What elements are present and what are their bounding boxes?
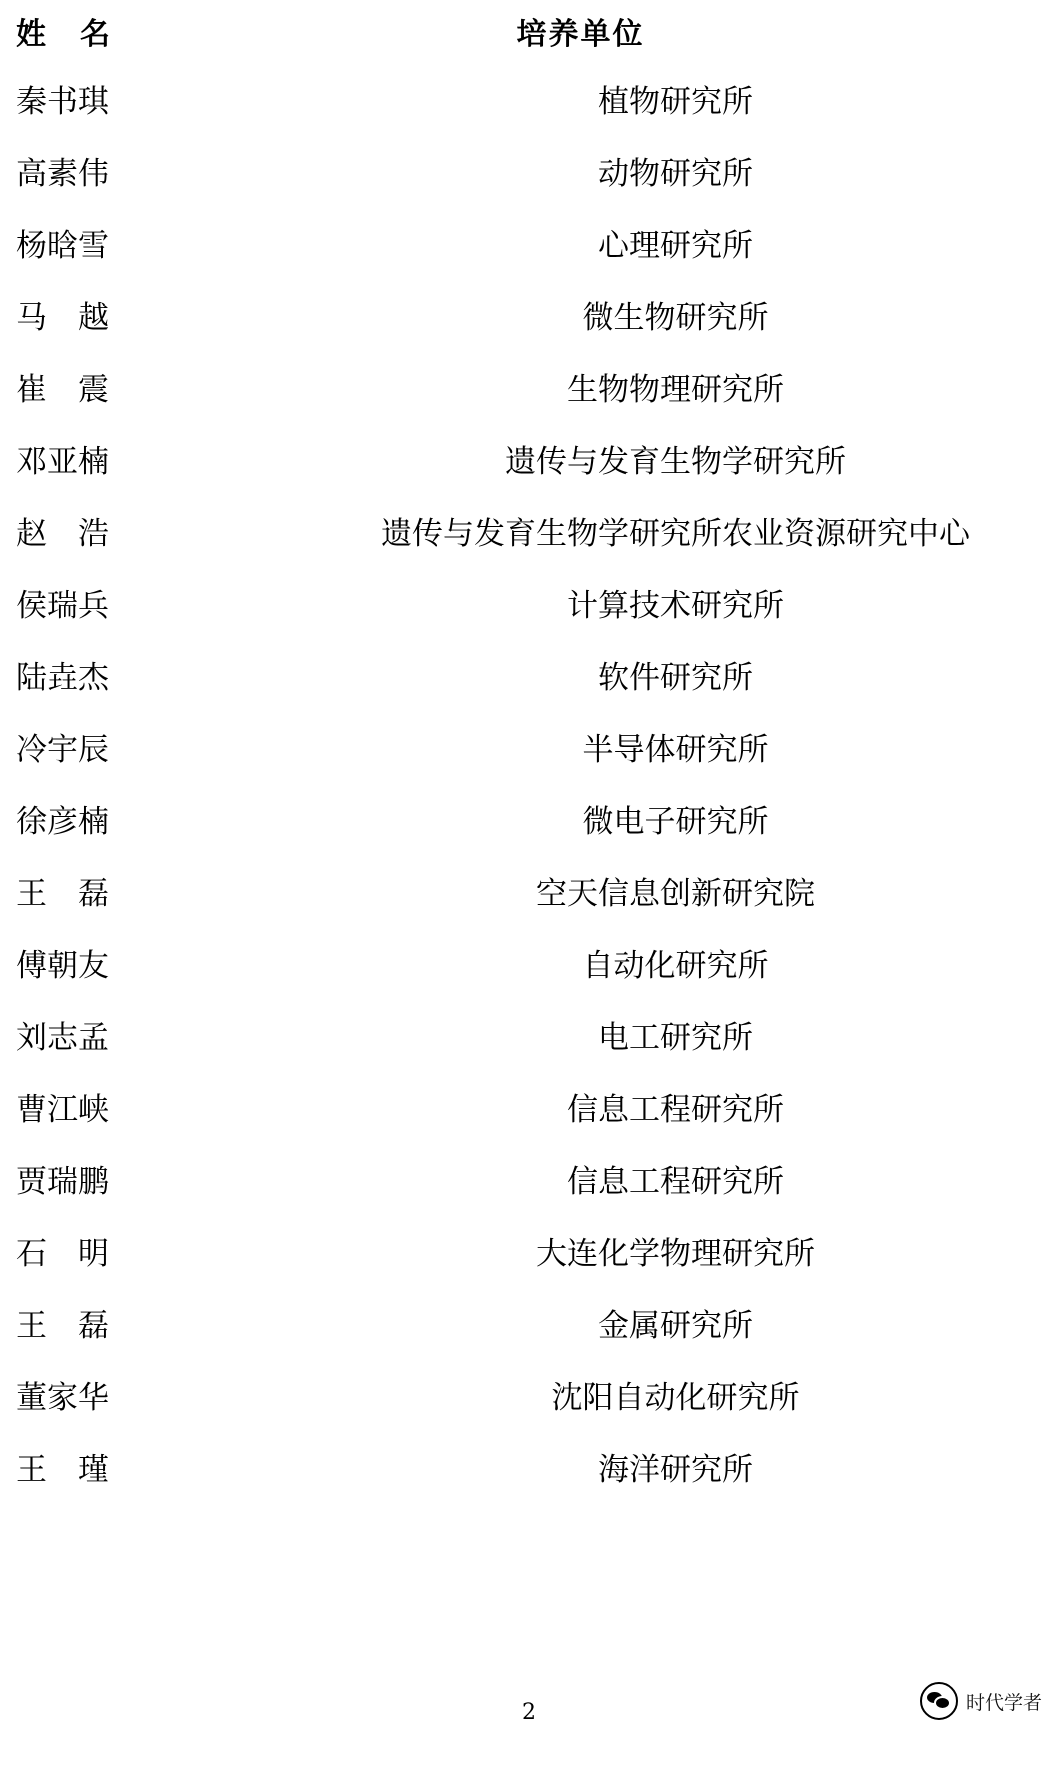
cell-name: 董家华 — [16, 1379, 109, 1416]
cell-name: 杨晗雪 — [16, 227, 109, 264]
cell-unit — [363, 278, 1048, 350]
cell-unit — [363, 998, 1048, 1070]
cell-unit-text: 大连化学物理研究所 — [535, 1235, 815, 1272]
table-row — [10, 1214, 1048, 1286]
cell-name: 石 明 — [16, 1235, 109, 1272]
table-header — [10, 0, 1048, 62]
cell-name: 冷宇辰 — [16, 731, 109, 768]
cell-unit-text: 微电子研究所 — [582, 803, 769, 840]
cell-unit-text: 微生物研究所 — [582, 299, 769, 336]
cell-name: 徐彦楠 — [16, 803, 109, 840]
table-row — [10, 350, 1048, 422]
table-row — [10, 926, 1048, 998]
cell-unit — [363, 62, 1048, 134]
cell-unit-text: 电工研究所 — [597, 1019, 753, 1056]
cell-name: 高素伟 — [16, 155, 109, 192]
cell-unit — [363, 1358, 1048, 1430]
cell-unit-text: 信息工程研究所 — [566, 1091, 784, 1128]
cell-unit — [363, 494, 1048, 566]
cell-name: 邓亚楠 — [16, 443, 109, 480]
table-row — [10, 1070, 1048, 1142]
cell-name: 贾瑞鹏 — [16, 1163, 109, 1200]
cell-name: 秦书琪 — [16, 83, 109, 120]
table-row — [10, 710, 1048, 782]
cell-name: 陆垚杰 — [16, 659, 109, 696]
cell-unit-text: 计算技术研究所 — [566, 587, 784, 624]
table-row — [10, 422, 1048, 494]
cell-unit — [363, 1430, 1048, 1502]
cell-name: 曹江峡 — [16, 1091, 109, 1128]
cell-name: 刘志孟 — [16, 1019, 109, 1056]
table-row — [10, 1358, 1048, 1430]
cell-unit-text: 遗传与发育生物学研究所农业资源研究中心 — [380, 515, 970, 552]
table-row — [10, 494, 1048, 566]
column-header-unit: 培养单位 — [516, 17, 645, 52]
table-row — [10, 206, 1048, 278]
cell-unit-text: 金属研究所 — [597, 1307, 753, 1344]
cell-unit-text: 植物研究所 — [597, 83, 753, 120]
table-row — [10, 1142, 1048, 1214]
table-row — [10, 278, 1048, 350]
table-row — [10, 638, 1048, 710]
wechat-icon — [920, 1682, 958, 1720]
cell-unit-text: 海洋研究所 — [597, 1451, 753, 1488]
cell-unit-text: 遗传与发育生物学研究所 — [504, 443, 846, 480]
table-body — [10, 62, 1048, 1502]
table-row — [10, 854, 1048, 926]
cell-unit — [363, 638, 1048, 710]
table-row — [10, 782, 1048, 854]
cell-unit-text: 心理研究所 — [597, 227, 753, 264]
cell-name: 崔 震 — [16, 371, 109, 408]
column-header-name: 姓 名 — [16, 17, 112, 52]
cell-unit — [363, 206, 1048, 278]
cell-unit — [363, 926, 1048, 998]
cell-unit-text: 沈阳自动化研究所 — [551, 1379, 800, 1416]
cell-name: 王 磊 — [16, 1307, 109, 1344]
cell-unit-text: 半导体研究所 — [582, 731, 769, 768]
cell-unit-text: 动物研究所 — [597, 155, 753, 192]
cell-name: 王 瑾 — [16, 1451, 109, 1488]
cell-unit-text: 信息工程研究所 — [566, 1163, 784, 1200]
cell-unit — [363, 782, 1048, 854]
cell-unit — [363, 854, 1048, 926]
cell-name: 傅朝友 — [16, 947, 109, 984]
table-row — [10, 1286, 1048, 1358]
table-row — [10, 134, 1048, 206]
cell-unit-text: 软件研究所 — [597, 659, 753, 696]
watermark-badge — [920, 1682, 1042, 1720]
page-footer — [0, 1682, 1058, 1772]
table-row — [10, 62, 1048, 134]
cell-unit — [363, 1070, 1048, 1142]
cell-unit — [363, 1142, 1048, 1214]
watermark-label: 时代学者 — [965, 1691, 1042, 1714]
cell-name: 侯瑞兵 — [16, 587, 109, 624]
page-number: 2 — [522, 1700, 536, 1725]
cell-unit — [363, 350, 1048, 422]
table-row — [10, 1430, 1048, 1502]
cell-name: 王 磊 — [16, 875, 109, 912]
cell-unit — [363, 422, 1048, 494]
cell-unit — [363, 134, 1048, 206]
cell-unit-text: 生物物理研究所 — [566, 371, 784, 408]
cell-name: 马 越 — [16, 299, 109, 336]
cell-unit — [363, 1286, 1048, 1358]
cell-unit — [363, 710, 1048, 782]
cell-unit-text: 空天信息创新研究院 — [535, 875, 815, 912]
cell-unit — [363, 1214, 1048, 1286]
cell-unit — [363, 566, 1048, 638]
table-header-row — [10, 0, 1048, 62]
table-row — [10, 566, 1048, 638]
cell-unit-text: 自动化研究所 — [582, 947, 769, 984]
cell-name: 赵 浩 — [16, 515, 109, 552]
table-row — [10, 998, 1048, 1070]
roster-table — [10, 0, 1048, 1502]
